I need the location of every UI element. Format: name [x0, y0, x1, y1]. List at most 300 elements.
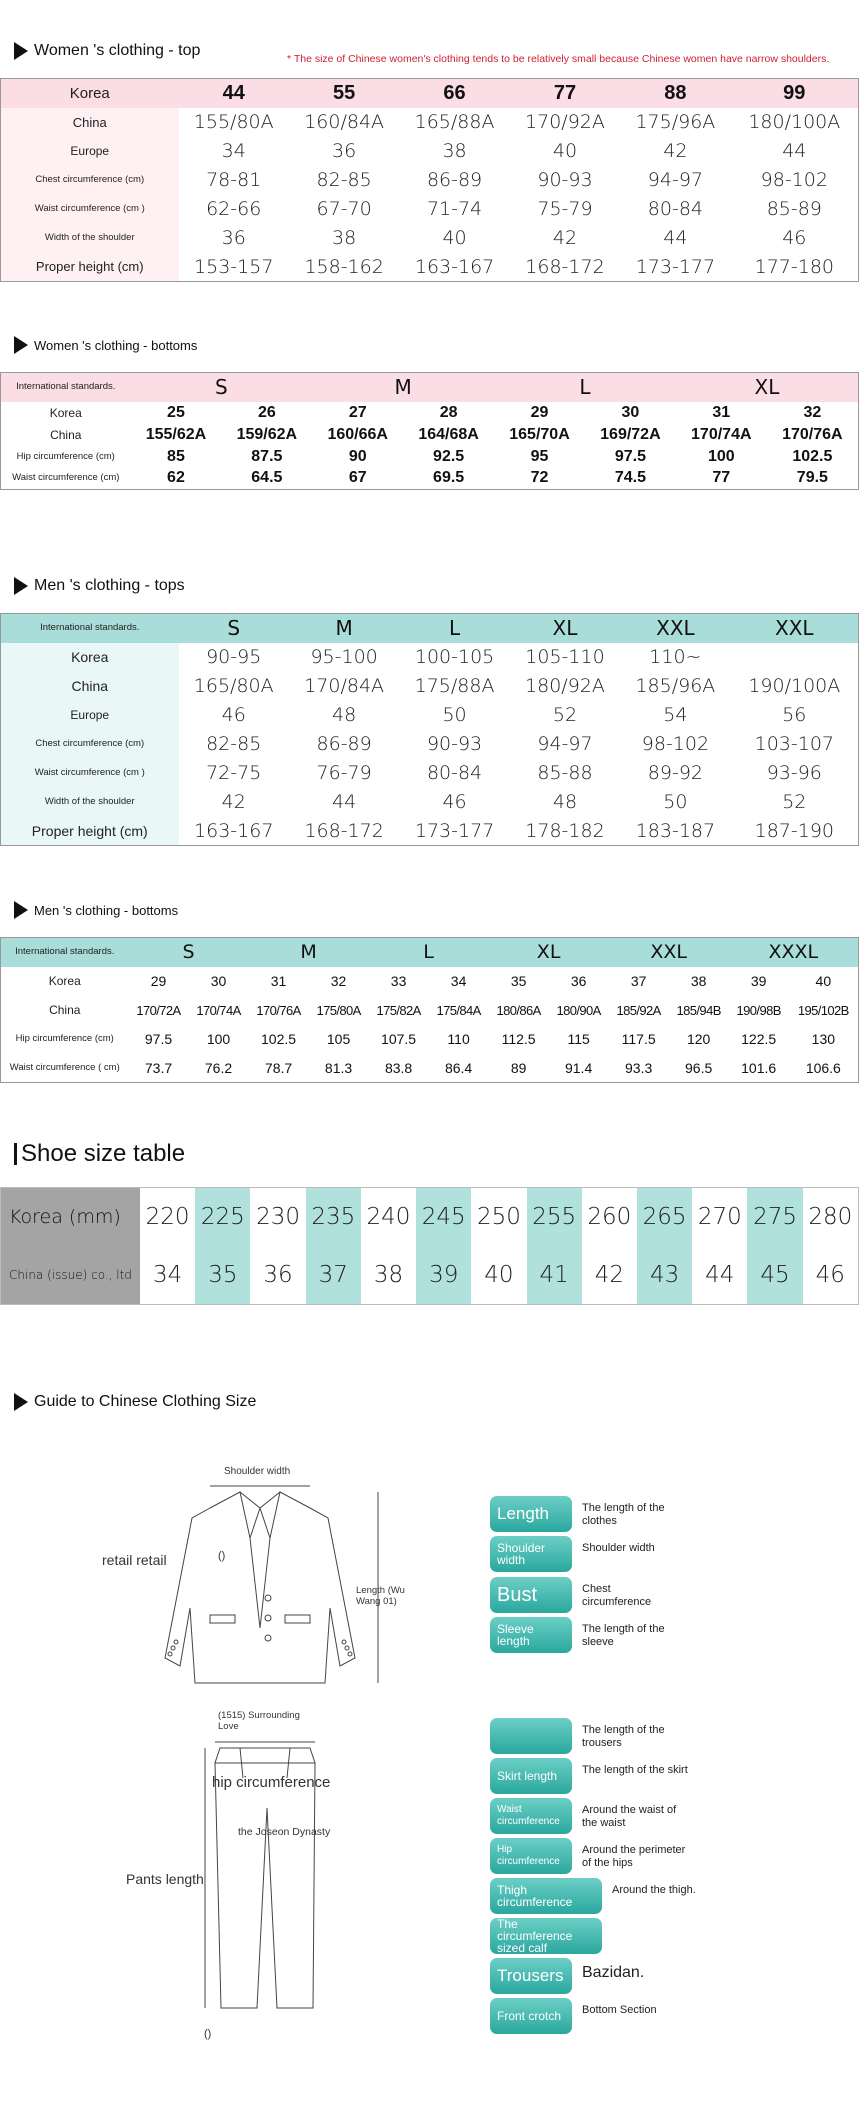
- value-cell: 101.6: [741, 1059, 777, 1076]
- value-cell: 44: [663, 227, 688, 249]
- table-row: [1, 424, 859, 446]
- value-cell: 26: [257, 403, 276, 421]
- value-cell: 83.8: [384, 1059, 413, 1076]
- row-label: Hip circumference (cm): [16, 450, 115, 462]
- shoe-cell: 265: [637, 1188, 692, 1247]
- value-cell: 169/72A: [600, 425, 661, 443]
- value-cell: 94-97: [537, 733, 593, 755]
- value-cell: 80-84: [426, 762, 483, 784]
- table-row: [1, 730, 859, 759]
- value-cell: 100: [707, 447, 735, 465]
- value-cell: 36: [570, 973, 587, 989]
- value-cell: 78-81: [206, 169, 262, 191]
- value-cell: 165/70A: [509, 425, 570, 443]
- value-cell: 185/92A: [616, 1002, 661, 1018]
- table-row: [1, 1188, 859, 1247]
- value-cell: 39: [750, 973, 767, 989]
- size-cell: XXXL: [729, 938, 859, 967]
- pill-label: Front crotch: [490, 1998, 572, 2034]
- row-label: Width of the shoulder: [1, 788, 179, 817]
- value-cell: 170/92A: [525, 111, 605, 133]
- men-top-title-text: Men 's clothing - tops: [34, 577, 185, 594]
- row-label: International standards.: [1, 373, 131, 402]
- value-cell: 105-110: [525, 646, 605, 668]
- shoe-title-text: Shoe size table: [21, 1140, 186, 1167]
- value-cell: 85-89: [766, 198, 822, 220]
- value-cell: 35: [510, 973, 527, 989]
- value-cell: 29: [530, 403, 549, 421]
- value-cell: 92.5: [433, 447, 465, 465]
- value-cell: 50: [663, 791, 688, 813]
- value-cell: 95-100: [310, 646, 378, 668]
- table-row: [1, 402, 859, 424]
- value-cell: 112.5: [501, 1031, 536, 1047]
- value-cell: 175/80A: [316, 1002, 361, 1018]
- value-cell: 187-190: [754, 819, 834, 842]
- shoe-cell: 40: [471, 1246, 526, 1305]
- value-cell: 175/88A: [414, 675, 495, 697]
- value-cell: 120: [686, 1031, 711, 1047]
- value-cell: 33: [390, 973, 407, 989]
- value-cell: 103-107: [754, 733, 834, 755]
- women-top-title: [14, 42, 200, 60]
- row-label: Europe: [1, 701, 179, 730]
- table-row: [1, 996, 859, 1025]
- men-bottom-body: [1, 967, 859, 1083]
- pill-desc: Shoulder width: [582, 1542, 655, 1554]
- value-cell: 62: [167, 469, 185, 487]
- value-cell: 29: [150, 973, 167, 989]
- value-cell: [731, 643, 859, 672]
- row-label: International standards.: [1, 938, 129, 967]
- value-cell: 80-84: [647, 198, 703, 220]
- value-cell: 168-172: [525, 255, 605, 278]
- pill-label: Length: [490, 1496, 572, 1532]
- pill-label: Thigh circumference: [490, 1878, 602, 1914]
- men-bottom-table: [0, 937, 859, 1083]
- value-cell: 44: [332, 791, 357, 813]
- row-label: Waist circumference (cm): [12, 472, 120, 484]
- value-cell: 175/82A: [376, 1002, 421, 1018]
- value-cell: 160/84A: [304, 111, 385, 133]
- shoe-cell: 225: [195, 1188, 250, 1247]
- value-cell: 110~: [649, 646, 702, 668]
- table-row: [1, 108, 859, 137]
- value-cell: 36: [221, 227, 246, 249]
- value-cell: 37: [630, 973, 647, 989]
- value-cell: 168-172: [304, 819, 384, 842]
- table-row: [1, 643, 859, 672]
- shoe-cell: 240: [361, 1188, 416, 1247]
- value-cell: 25: [167, 403, 185, 421]
- shoe-cell: 36: [250, 1246, 305, 1305]
- value-cell: 72: [530, 469, 549, 487]
- value-cell: 31: [712, 403, 731, 421]
- value-cell: 110: [447, 1031, 470, 1047]
- value-cell: 178-182: [525, 819, 605, 842]
- value-cell: 75-79: [537, 198, 593, 220]
- value-cell: 42: [663, 140, 688, 162]
- surround-label: (1515) Surrounding Love: [218, 1710, 300, 1732]
- shoe-cell: 260: [582, 1188, 637, 1247]
- value-cell: 38: [332, 227, 357, 249]
- value-cell: 72-75: [206, 762, 262, 784]
- hip-label: hip circumference: [212, 1774, 331, 1791]
- value-cell: 38: [690, 973, 707, 989]
- table-row: [1, 1246, 859, 1305]
- row-label: Chest circumference (cm): [1, 166, 179, 195]
- triangle-icon: [14, 1393, 28, 1411]
- shoe-cell: 34: [140, 1246, 195, 1305]
- pill-desc: Around the perimeter of the hips: [582, 1844, 686, 1869]
- value-cell: 173-177: [635, 255, 716, 278]
- value-cell: 183-187: [635, 819, 716, 842]
- value-cell: 90-93: [426, 733, 483, 755]
- value-cell: 185/94B: [676, 1002, 721, 1018]
- value-cell: 36: [332, 140, 357, 162]
- value-cell: 31: [270, 973, 287, 989]
- pill-label: Bust: [490, 1577, 572, 1613]
- value-cell: 170/76A: [256, 1002, 301, 1018]
- value-cell: 98-102: [760, 169, 828, 191]
- value-cell: 79.5: [796, 469, 828, 487]
- value-cell: 170/74A: [691, 425, 752, 443]
- size-cell: XXL: [731, 614, 859, 643]
- value-cell: 27: [348, 403, 367, 421]
- pill-desc: The length of the clothes: [582, 1502, 665, 1527]
- value-cell: 180/86A: [496, 1002, 541, 1018]
- pill-desc: Around the waist of the waist: [582, 1804, 677, 1829]
- value-cell: 54: [663, 704, 688, 726]
- row-label: Waist circumference (cm ): [1, 759, 179, 788]
- value-cell: 175/84A: [436, 1002, 481, 1018]
- value-cell: 96.5: [685, 1059, 713, 1076]
- women-bottom-table: [0, 372, 859, 490]
- value-cell: 82-85: [206, 733, 262, 755]
- shoe-cell: 46: [803, 1246, 859, 1305]
- pants-length-label: Pants length: [126, 1871, 204, 1887]
- women-top-body: [1, 108, 859, 282]
- value-cell: 30: [621, 403, 640, 421]
- value-cell: 64.5: [251, 469, 283, 487]
- value-cell: 190/100A: [748, 675, 841, 697]
- value-cell: 42: [552, 227, 578, 249]
- value-cell: 158-162: [304, 255, 384, 278]
- guide-title: [14, 1393, 256, 1411]
- size-cell: XXL: [609, 938, 729, 967]
- value-cell: 52: [782, 791, 807, 813]
- pill-desc: The length of the skirt: [582, 1764, 688, 1776]
- pants-zero-label: (): [204, 2028, 212, 2040]
- pill-desc: Around the thigh.: [612, 1884, 696, 1896]
- value-cell: 87.5: [251, 447, 283, 465]
- row-label: Korea: [1, 79, 179, 108]
- value-cell: 32: [330, 973, 347, 989]
- value-cell: 30: [210, 973, 227, 989]
- pill-label: [490, 1718, 572, 1754]
- value-cell: 56: [782, 704, 807, 726]
- shoe-cell: 41: [527, 1246, 582, 1305]
- table-row: [1, 224, 859, 253]
- size-cell: L: [369, 938, 489, 967]
- row-label: China (issue) co., ltd: [1, 1246, 141, 1305]
- value-cell: 97.5: [614, 447, 646, 465]
- value-cell: 106.6: [805, 1059, 841, 1076]
- value-cell: 165/88A: [414, 111, 495, 133]
- row-label: Korea: [48, 974, 81, 988]
- value-cell: 62-66: [206, 198, 262, 220]
- value-cell: 32: [803, 403, 822, 421]
- joseon-label: the Joseon Dynasty: [238, 1826, 331, 1838]
- row-label: Width of the shoulder: [1, 224, 179, 253]
- triangle-icon: [14, 901, 28, 919]
- row-label: Waist circumference (cm ): [1, 195, 179, 224]
- value-cell: 40: [552, 140, 578, 162]
- value-cell: 115: [567, 1031, 590, 1047]
- value-cell: 102.5: [261, 1031, 297, 1047]
- row-label: Proper height (cm): [1, 253, 179, 282]
- size-cell: XL: [676, 373, 859, 402]
- value-cell: 170/84A: [304, 675, 385, 697]
- value-cell: 85: [167, 447, 185, 465]
- shoe-cell: 42: [582, 1246, 637, 1305]
- guide-title-text: Guide to Chinese Clothing Size: [34, 1393, 257, 1410]
- value-cell: 67-70: [316, 198, 372, 220]
- pill-desc: Chest circumference: [582, 1583, 652, 1608]
- row-label: China: [1, 108, 179, 137]
- value-cell: 170/74A: [196, 1002, 241, 1018]
- size-cell: 66: [399, 79, 509, 108]
- marker-icon: [14, 1143, 17, 1165]
- men-bottom-title: [14, 901, 178, 919]
- size-cell: 44: [179, 79, 289, 108]
- value-cell: 67: [348, 469, 367, 487]
- value-cell: 165/80A: [193, 675, 274, 697]
- shoe-cell: 44: [692, 1246, 747, 1305]
- value-cell: 98-102: [641, 733, 710, 755]
- table-row: [1, 967, 859, 996]
- retail-label: retail retail: [102, 1552, 167, 1568]
- size-cell: S: [131, 373, 313, 402]
- women-top-table: [0, 78, 859, 282]
- value-cell: 76-79: [316, 762, 372, 784]
- value-cell: 89-92: [647, 762, 703, 784]
- value-cell: 28: [439, 403, 458, 421]
- row-label: Korea (mm): [1, 1188, 141, 1247]
- value-cell: 105: [326, 1031, 351, 1047]
- value-cell: 100: [206, 1031, 231, 1047]
- table-row: [1, 468, 859, 490]
- value-cell: 48: [332, 704, 357, 726]
- pill-desc: Bazidan.: [582, 1964, 645, 1981]
- table-row: [1, 701, 859, 730]
- row-label: Waist circumference ( cm): [9, 1061, 120, 1073]
- size-cell: 88: [620, 79, 730, 108]
- row-label: Korea: [1, 643, 179, 672]
- value-cell: 190/98B: [736, 1002, 781, 1018]
- pill-desc: Bottom Section: [582, 2004, 657, 2016]
- row-label: Korea: [49, 405, 82, 420]
- size-cell: M: [249, 938, 369, 967]
- triangle-icon: [14, 577, 28, 595]
- value-cell: 91.4: [564, 1059, 593, 1076]
- row-label: Proper height (cm): [1, 817, 179, 846]
- value-cell: 78.7: [264, 1059, 293, 1076]
- row-label: International standards.: [1, 614, 179, 643]
- shoulder-width-label: Shoulder width: [224, 1466, 291, 1477]
- value-cell: 76.2: [204, 1059, 233, 1076]
- value-cell: 82-85: [316, 169, 372, 191]
- value-cell: 86.4: [444, 1059, 473, 1076]
- shoe-cell: 235: [306, 1188, 361, 1247]
- value-cell: 50: [442, 704, 467, 726]
- table-row: [1, 137, 859, 166]
- value-cell: 180/92A: [525, 675, 605, 697]
- size-cell: L: [494, 373, 676, 402]
- size-cell: XL: [489, 938, 609, 967]
- size-cell: S: [179, 614, 289, 643]
- shoe-table: [0, 1187, 859, 1305]
- women-bottom-title: [14, 336, 197, 354]
- value-cell: 160/66A: [327, 425, 388, 443]
- zero-label: (): [218, 1550, 226, 1562]
- value-cell: 38: [442, 140, 467, 162]
- size-cell: M: [312, 373, 494, 402]
- value-cell: 180/90A: [556, 1002, 601, 1018]
- pill-desc: The length of the sleeve: [582, 1623, 665, 1648]
- value-cell: 42: [221, 791, 246, 813]
- size-cell: 77: [510, 79, 620, 108]
- value-cell: 85-88: [537, 762, 593, 784]
- table-row: [1, 614, 859, 643]
- shoe-cell: 250: [471, 1188, 526, 1247]
- table-row: [1, 1054, 859, 1083]
- value-cell: 195/102B: [797, 1002, 849, 1018]
- value-cell: 69.5: [433, 469, 465, 487]
- men-bottom-title-text: Men 's clothing - bottoms: [34, 902, 179, 918]
- women-bottom-body: [1, 402, 859, 490]
- table-row: [1, 1025, 859, 1054]
- size-cell: 55: [289, 79, 399, 108]
- value-cell: 163-167: [414, 255, 495, 278]
- women-bottom-title-text: Women 's clothing - bottoms: [34, 337, 198, 353]
- value-cell: 46: [782, 227, 807, 249]
- men-top-table: [0, 613, 859, 846]
- shoe-cell: 275: [747, 1188, 802, 1247]
- value-cell: 86-89: [316, 733, 372, 755]
- value-cell: 155/62A: [145, 425, 207, 443]
- value-cell: 185/96A: [635, 675, 716, 697]
- women-top-title-text: Women 's clothing - top: [34, 42, 201, 59]
- value-cell: 93.3: [625, 1059, 653, 1076]
- table-row: [1, 938, 859, 967]
- shoe-cell: 45: [747, 1246, 802, 1305]
- table-row: [1, 446, 859, 468]
- value-cell: 73.7: [144, 1059, 173, 1076]
- shoe-cell: 280: [803, 1188, 859, 1247]
- triangle-icon: [14, 42, 28, 60]
- shoe-cell: 43: [637, 1246, 692, 1305]
- value-cell: 81.3: [324, 1059, 353, 1076]
- table-row: [1, 253, 859, 282]
- value-cell: 77: [712, 469, 731, 487]
- table-row: [1, 195, 859, 224]
- pill-label: Sleeve length: [490, 1617, 572, 1653]
- shoe-cell: 38: [361, 1246, 416, 1305]
- shoe-cell: 270: [692, 1188, 747, 1247]
- value-cell: 90-93: [537, 169, 593, 191]
- value-cell: 153-157: [194, 255, 274, 278]
- value-cell: 48: [552, 791, 578, 813]
- shoe-cell: 37: [306, 1246, 361, 1305]
- triangle-icon: [14, 336, 28, 354]
- pill-label: Waist circumference: [490, 1798, 572, 1834]
- value-cell: 97.5: [144, 1031, 173, 1047]
- row-label: China: [1, 672, 179, 701]
- value-cell: 89: [510, 1059, 527, 1076]
- row-label: China: [50, 427, 82, 442]
- value-cell: 52: [552, 704, 578, 726]
- shoe-cell: 230: [250, 1188, 305, 1247]
- value-cell: 40: [815, 973, 832, 989]
- value-cell: 34: [221, 140, 246, 162]
- value-cell: 177-180: [754, 255, 834, 278]
- size-cell: 99: [731, 79, 859, 108]
- row-label: China: [49, 1003, 81, 1017]
- value-cell: 86-89: [426, 169, 483, 191]
- value-cell: 170/72A: [136, 1002, 181, 1018]
- value-cell: 90-95: [206, 646, 262, 668]
- pill-label: Skirt length: [490, 1758, 572, 1794]
- value-cell: 100-105: [414, 646, 495, 668]
- value-cell: 130: [811, 1031, 836, 1047]
- table-row: [1, 759, 859, 788]
- value-cell: 170/76A: [782, 425, 843, 443]
- size-cell: S: [129, 938, 249, 967]
- value-cell: 117.5: [621, 1031, 656, 1047]
- shoe-cell: 220: [140, 1188, 195, 1247]
- women-top-note: * The size of Chinese women's clothing tends to be relatively small because Chinese women have narrow shoulders.: [287, 53, 830, 65]
- value-cell: 46: [221, 704, 246, 726]
- length-label: Length (Wu Wang 01): [356, 1585, 405, 1607]
- value-cell: 164/68A: [418, 425, 479, 443]
- value-cell: 155/80A: [193, 111, 274, 133]
- value-cell: 159/62A: [236, 425, 298, 443]
- table-row: [1, 817, 859, 846]
- size-cell: XXL: [620, 614, 730, 643]
- value-cell: 95: [530, 447, 549, 465]
- shoe-cell: 245: [416, 1188, 471, 1247]
- row-label: Chest circumference (cm): [1, 730, 179, 759]
- pill-label: The circumference sized calf: [490, 1918, 602, 1954]
- value-cell: 173-177: [414, 819, 495, 842]
- size-cell: XL: [510, 614, 620, 643]
- value-cell: 122.5: [741, 1031, 777, 1047]
- pill-desc: The length of the trousers: [582, 1724, 665, 1749]
- value-cell: 44: [782, 140, 807, 162]
- shoe-title: [14, 1140, 185, 1168]
- value-cell: 93-96: [766, 762, 822, 784]
- table-row: [1, 79, 859, 108]
- men-top-body: [1, 643, 859, 846]
- row-label: Europe: [1, 137, 179, 166]
- shoe-cell: 35: [195, 1246, 250, 1305]
- size-cell: M: [289, 614, 399, 643]
- value-cell: 46: [442, 791, 467, 813]
- value-cell: 175/96A: [635, 111, 716, 133]
- pill-label: Hip circumference: [490, 1838, 572, 1874]
- value-cell: 180/100A: [748, 111, 841, 133]
